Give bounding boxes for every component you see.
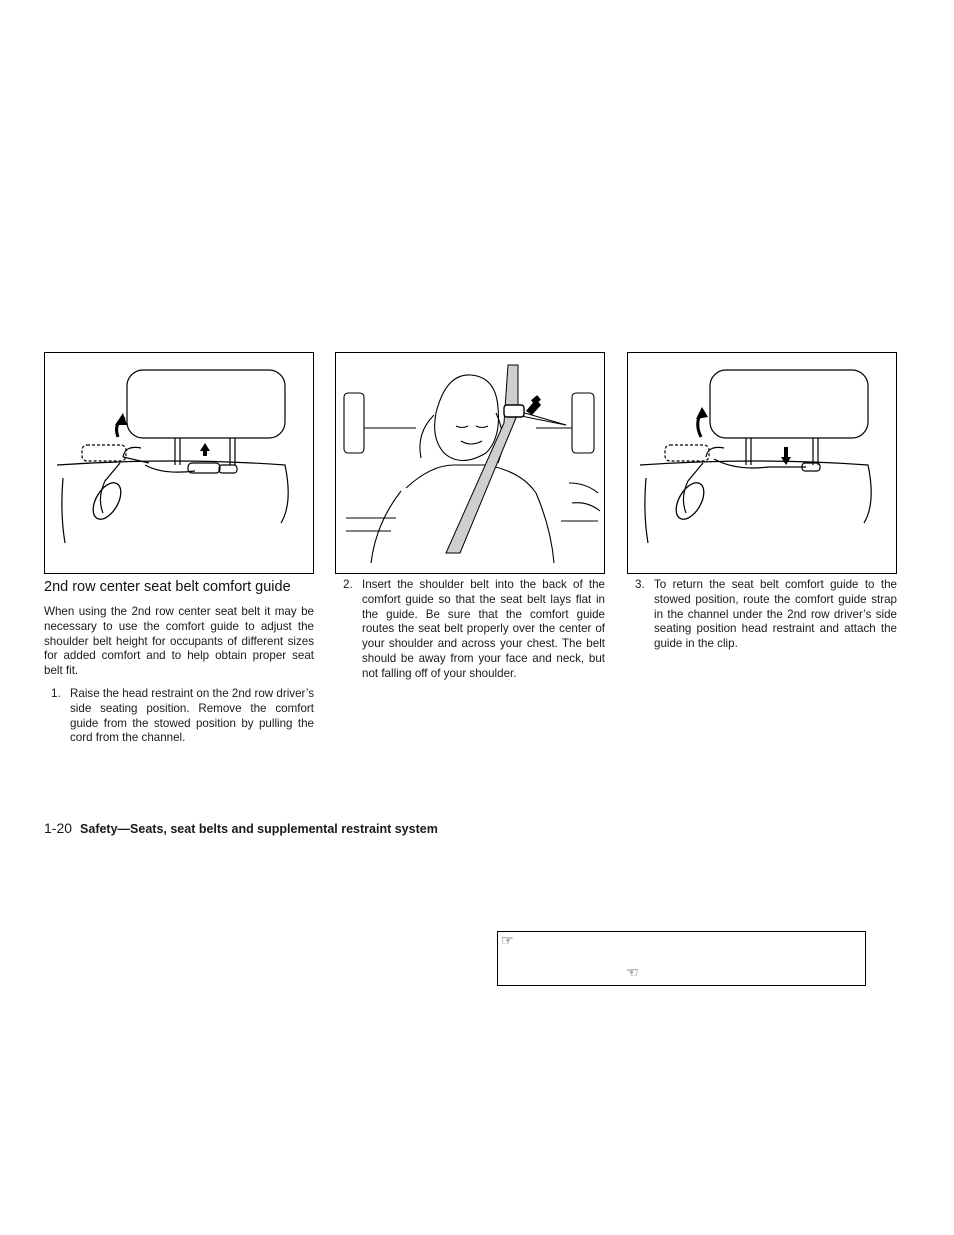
column-1 [44,578,314,746]
step-text: To return the seat belt comfort guide to the stowed position, route the comfort guide strap in the channel under the 2nd row driver’s side seating position head restraint and attach the guide in the clip. [654,578,897,651]
step-text: Insert the shoulder belt into the back of the comfort guide so that the seat belt lays flat in the guide. Be sure that the comfort guide routes the seat belt properly over the center of your shoulder and across your chest. The belt should be away from your face and neck, but not falling off of your shoulder. [362,578,605,680]
column-3 [635,578,897,652]
intro-paragraph: When using the 2nd row center seat belt it may be necessary to use the comfort guide to adjust the shoulder belt height for occupants of different sizes for added comfort and to help obtain proper seat belt fit. [44,605,314,678]
figure-return-comfort-guide [627,352,897,574]
list-item [44,687,314,746]
figure-raise-head-restraint [44,352,314,574]
list-item [343,578,605,682]
list-item [635,578,897,652]
figure-insert-shoulder-belt [335,352,605,574]
page-number: 1-20 [44,820,73,836]
reference-box [497,931,866,986]
step-number: 1. [51,686,61,700]
section-title: Safety—Seats, seat belts and supplemental restraint system [80,822,438,836]
person-with-comfort-guide-illustration [336,353,604,573]
step-number: 3. [635,578,645,591]
page-footer [44,820,438,836]
pointing-hand-icon: ☞ [501,932,514,948]
head-restraint-raise-illustration [45,353,313,573]
column-2 [343,578,605,682]
section-heading: 2nd row center seat belt comfort guide [44,579,291,595]
pointing-hand-icon: ☜ [626,964,639,980]
head-restraint-lower-illustration [628,353,896,573]
step-number: 2. [343,578,353,591]
step-text: Raise the head restraint on the 2nd row driver’s side seating position. Remove the comfort guide from the stowed position by pulling the cord from the channel. [70,686,314,745]
